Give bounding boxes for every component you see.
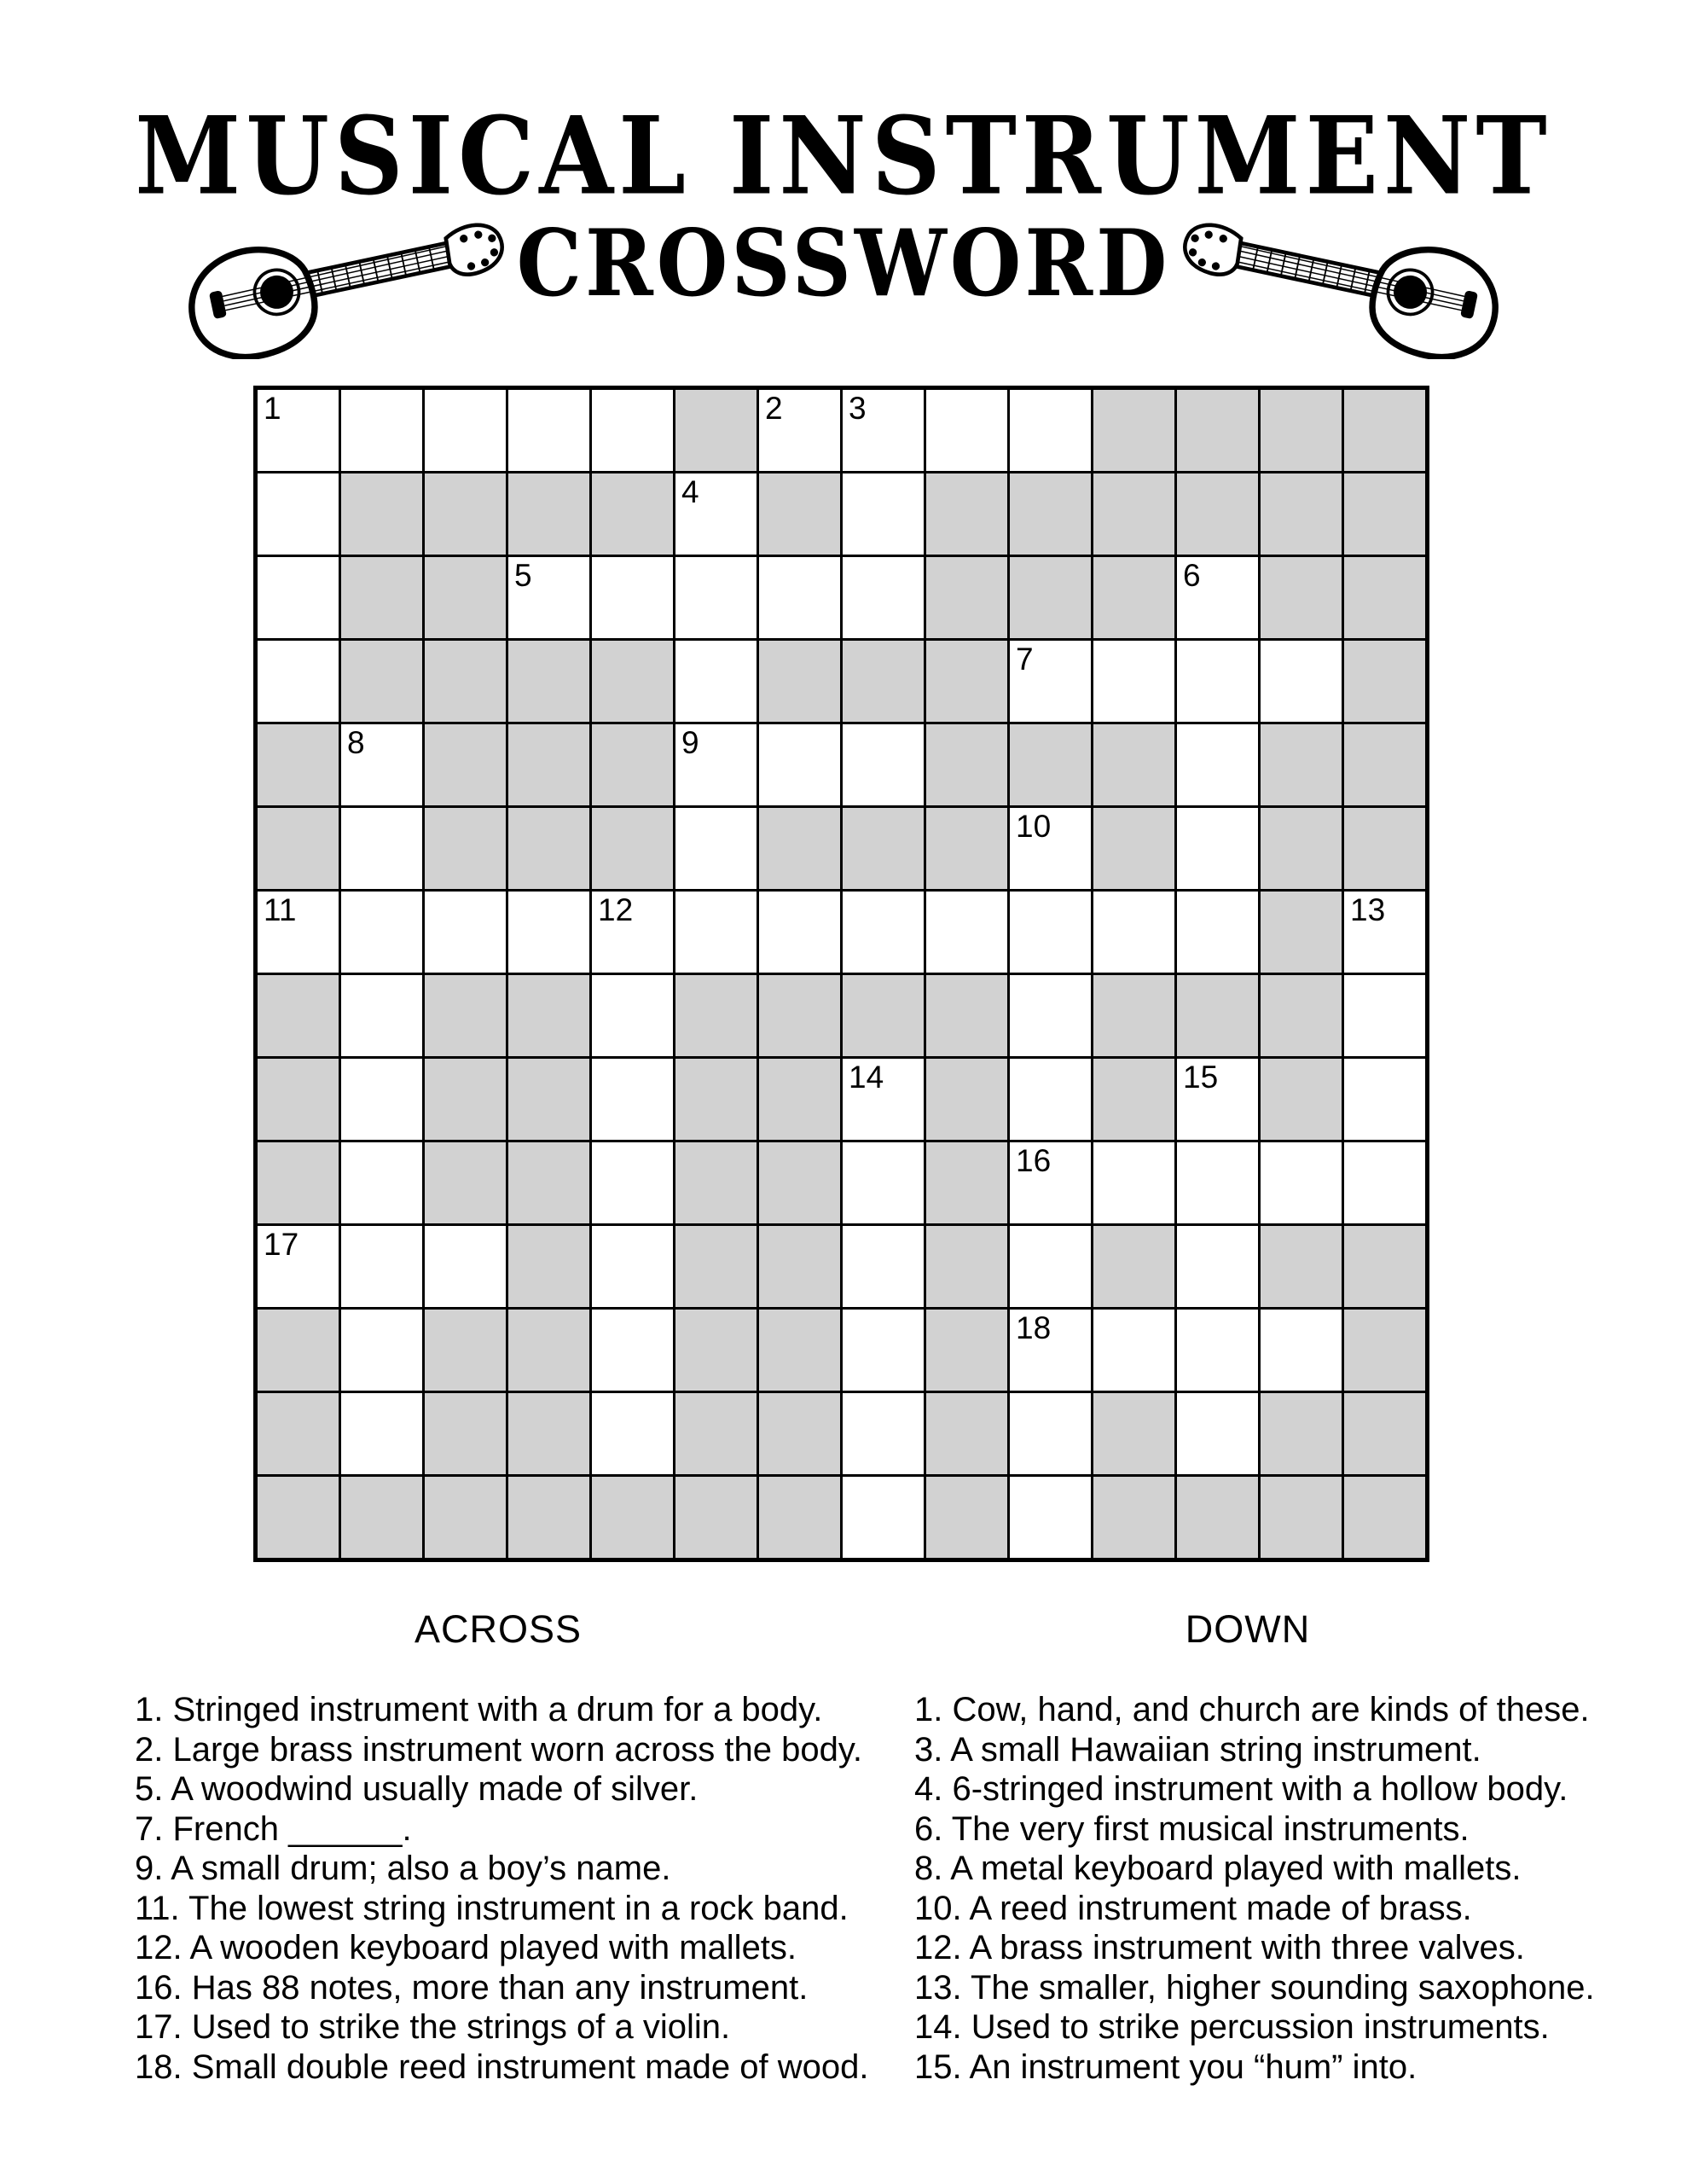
grid-cell-block: [1093, 557, 1174, 638]
grid-cell-block: [759, 1477, 840, 1558]
grid-cell-block: [759, 1310, 840, 1391]
grid-cell-block: [675, 1477, 757, 1558]
grid-cell[interactable]: [1344, 1142, 1425, 1223]
grid-cell-block: [1261, 808, 1342, 889]
across-clue-list: [135, 1690, 869, 2087]
grid-cell[interactable]: [759, 557, 840, 638]
grid-cell-block: [1261, 1059, 1342, 1140]
grid-cell[interactable]: [843, 1310, 924, 1391]
grid-cell-block: [341, 1477, 422, 1558]
cell-number: 8: [347, 725, 365, 760]
grid-cell-block: [508, 1477, 589, 1558]
grid-cell-block: [508, 1142, 589, 1223]
grid-cell[interactable]: [1093, 1310, 1174, 1391]
grid-cell-block: [1344, 808, 1425, 889]
grid-cell[interactable]: [341, 1310, 422, 1391]
grid-cell-block: [1344, 390, 1425, 471]
grid-cell[interactable]: [341, 1393, 422, 1474]
grid-cell-block: [1261, 724, 1342, 805]
grid-cell[interactable]: [1344, 892, 1425, 973]
across-clue-item: 12. A wooden keyboard played with mallets.: [135, 1929, 797, 1966]
cell-number: 13: [1350, 892, 1386, 927]
grid-cell-block: [759, 473, 840, 555]
grid-cell[interactable]: [1093, 1142, 1174, 1223]
grid-cell[interactable]: [1344, 975, 1425, 1056]
grid-cell[interactable]: [508, 557, 589, 638]
grid-cell[interactable]: [1177, 892, 1258, 973]
grid-cell[interactable]: [1010, 1059, 1091, 1140]
across-clue-item: 7. French ______.: [135, 1809, 412, 1848]
grid-cell-block: [1093, 1059, 1174, 1140]
grid-cell[interactable]: [843, 1059, 924, 1140]
grid-cell-block: [341, 641, 422, 722]
grid-cell[interactable]: [1010, 975, 1091, 1056]
grid-cell[interactable]: [675, 808, 757, 889]
grid-cell[interactable]: [258, 473, 339, 555]
grid-cell[interactable]: [341, 1059, 422, 1140]
cell-number: 12: [598, 892, 634, 927]
grid-cell[interactable]: [1261, 641, 1342, 722]
grid-cell[interactable]: [1344, 1059, 1425, 1140]
grid-cell-block: [1093, 1393, 1174, 1474]
cell-number: 15: [1183, 1060, 1219, 1095]
grid-cell[interactable]: [1010, 641, 1091, 722]
grid-cell-block: [1344, 1226, 1425, 1307]
down-clue-item: 8. A metal keyboard played with mallets.: [914, 1850, 1522, 1887]
down-clue-item: 1. Cow, hand, and church are kinds of these.: [914, 1691, 1590, 1728]
grid-cell-block: [425, 1059, 506, 1140]
cell-number: 10: [1016, 809, 1052, 844]
grid-cell-block: [759, 808, 840, 889]
down-clue-list: [914, 1690, 1595, 2087]
grid-cell[interactable]: [1010, 808, 1091, 889]
grid-cell[interactable]: [341, 808, 422, 889]
grid-cell[interactable]: [1093, 892, 1174, 973]
down-clue-item: 3. A small Hawaiian string instrument.: [914, 1730, 1481, 1769]
grid-cell[interactable]: [592, 1059, 673, 1140]
grid-cell-block: [258, 724, 339, 805]
grid-cell[interactable]: [592, 390, 673, 471]
grid-cell-block: [1261, 975, 1342, 1056]
grid-cell-block: [1010, 724, 1091, 805]
across-clue-item: 1. Stringed instrument with a drum for a body.: [135, 1691, 823, 1728]
grid-cell-block: [926, 557, 1007, 638]
grid-cell-block: [508, 808, 589, 889]
grid-cell[interactable]: [843, 1477, 924, 1558]
grid-cell-block: [508, 1059, 589, 1140]
cell-number: 17: [264, 1227, 299, 1262]
grid-cell-block: [1344, 1477, 1425, 1558]
grid-cell[interactable]: [843, 1142, 924, 1223]
grid-cell[interactable]: [1177, 641, 1258, 722]
grid-cell-block: [759, 1393, 840, 1474]
grid-cell-block: [425, 1142, 506, 1223]
cell-number: 1: [264, 391, 281, 426]
crossword-grid: [253, 386, 1429, 1562]
grid-cell-block: [508, 1310, 589, 1391]
grid-cell-block: [1177, 390, 1258, 471]
grid-cell[interactable]: [675, 557, 757, 638]
acoustic-guitar-icon: [1175, 193, 1508, 359]
cell-number: 7: [1016, 642, 1034, 677]
grid-cell-block: [1093, 724, 1174, 805]
grid-cell-block: [425, 1310, 506, 1391]
grid-cell-block: [1010, 557, 1091, 638]
grid-cell-block: [592, 641, 673, 722]
grid-cell-block: [675, 1142, 757, 1223]
across-clue-item: 18. Small double reed instrument made of wood.: [135, 2048, 869, 2086]
grid-cell[interactable]: [341, 1226, 422, 1307]
grid-cell[interactable]: [425, 390, 506, 471]
grid-cell[interactable]: [1010, 1477, 1091, 1558]
grid-cell-block: [1177, 1477, 1258, 1558]
grid-cell-block: [592, 724, 673, 805]
grid-cell[interactable]: [341, 724, 422, 805]
grid-cell[interactable]: [258, 390, 339, 471]
cell-number: 2: [765, 391, 783, 426]
grid-cell[interactable]: [675, 641, 757, 722]
grid-cell[interactable]: [675, 892, 757, 973]
grid-cell-block: [675, 390, 757, 471]
down-heading: DOWN: [1185, 1607, 1311, 1651]
grid-cell-block: [843, 808, 924, 889]
grid-cell[interactable]: [1177, 724, 1258, 805]
grid-cell[interactable]: [843, 473, 924, 555]
grid-cell[interactable]: [1177, 1393, 1258, 1474]
cell-number: 9: [681, 725, 699, 760]
grid-cell-block: [508, 473, 589, 555]
grid-cell-block: [425, 724, 506, 805]
grid-cell[interactable]: [1010, 1310, 1091, 1391]
grid-cell-block: [425, 975, 506, 1056]
grid-cell-block: [1344, 1310, 1425, 1391]
down-clue-item: 10. A reed instrument made of brass.: [914, 1889, 1472, 1927]
grid-cell-block: [843, 975, 924, 1056]
grid-cell[interactable]: [341, 1142, 422, 1223]
grid-cell-block: [926, 473, 1007, 555]
grid-cell[interactable]: [592, 557, 673, 638]
down-clue-item: 6. The very first musical instruments.: [914, 1809, 1470, 1848]
grid-cell-block: [1261, 892, 1342, 973]
across-clue-item: 16. Has 88 notes, more than any instrument.: [135, 1968, 809, 2007]
grid-cell-block: [1261, 473, 1342, 555]
grid-cell-block: [675, 1310, 757, 1391]
grid-cell-block: [1344, 473, 1425, 555]
grid-cell[interactable]: [1010, 390, 1091, 471]
grid-cell-block: [675, 975, 757, 1056]
grid-cell-block: [1093, 390, 1174, 471]
grid-cell-block: [258, 1477, 339, 1558]
grid-cell[interactable]: [425, 892, 506, 973]
grid-cell[interactable]: [341, 975, 422, 1056]
grid-cell[interactable]: [592, 1393, 673, 1474]
grid-cell-block: [759, 1059, 840, 1140]
grid-cell-block: [508, 975, 589, 1056]
grid-cell[interactable]: [341, 390, 422, 471]
grid-cell[interactable]: [675, 473, 757, 555]
grid-cell[interactable]: [843, 892, 924, 973]
grid-cell-block: [926, 1310, 1007, 1391]
grid-cell-block: [341, 473, 422, 555]
grid-cell-block: [1010, 473, 1091, 555]
grid-cell-block: [1261, 1477, 1342, 1558]
grid-cell[interactable]: [843, 390, 924, 471]
grid-cell[interactable]: [1177, 1226, 1258, 1307]
across-clue-item: 9. A small drum; also a boy’s name.: [135, 1850, 671, 1887]
grid-cell[interactable]: [258, 1226, 339, 1307]
cell-number: 11: [264, 892, 297, 927]
grid-cell-block: [926, 1142, 1007, 1223]
grid-cell-block: [759, 641, 840, 722]
grid-cell-block: [592, 1477, 673, 1558]
across-clue-item: 5. A woodwind usually made of silver.: [135, 1770, 699, 1808]
grid-cell-block: [258, 1142, 339, 1223]
down-clue-item: 4. 6-stringed instrument with a hollow body.: [914, 1770, 1568, 1808]
grid-cell-block: [258, 808, 339, 889]
grid-cell[interactable]: [258, 892, 339, 973]
grid-cell[interactable]: [592, 975, 673, 1056]
grid-cell[interactable]: [1010, 892, 1091, 973]
grid-cell-block: [926, 1059, 1007, 1140]
cell-number: 4: [681, 474, 699, 509]
grid-cell[interactable]: [592, 892, 673, 973]
cell-number: 5: [514, 558, 532, 593]
grid-cell[interactable]: [592, 1142, 673, 1223]
grid-cell[interactable]: [926, 892, 1007, 973]
grid-cell[interactable]: [759, 724, 840, 805]
across-clue-item: 17. Used to strike the strings of a violin.: [135, 2008, 731, 2046]
grid-cell-block: [1177, 473, 1258, 555]
across-clue-item: 2. Large brass instrument worn across the body.: [135, 1730, 863, 1769]
grid-cell-block: [258, 1393, 339, 1474]
grid-cell[interactable]: [341, 892, 422, 973]
grid-cell[interactable]: [1177, 1142, 1258, 1223]
grid-cell-block: [843, 641, 924, 722]
grid-cell[interactable]: [759, 390, 840, 471]
acoustic-guitar-icon: [179, 193, 512, 359]
across-clue-item: 11. The lowest string instrument in a rock band.: [135, 1889, 849, 1927]
grid-cell-block: [926, 975, 1007, 1056]
grid-cell[interactable]: [592, 1310, 673, 1391]
across-heading: ACROSS: [414, 1607, 583, 1651]
grid-cell[interactable]: [1010, 1393, 1091, 1474]
down-clue-item: 15. An instrument you “hum” into.: [914, 2048, 1417, 2086]
grid-cell-block: [926, 1393, 1007, 1474]
grid-cell-block: [1261, 1226, 1342, 1307]
grid-cell[interactable]: [592, 1226, 673, 1307]
grid-cell[interactable]: [1010, 1226, 1091, 1307]
title-line-2: CROSSWORD: [516, 209, 1171, 317]
grid-cell[interactable]: [1261, 1142, 1342, 1223]
grid-cell-block: [675, 1059, 757, 1140]
grid-cell-block: [926, 724, 1007, 805]
grid-cell[interactable]: [843, 1226, 924, 1307]
grid-cell[interactable]: [1177, 1059, 1258, 1140]
grid-cell[interactable]: [1177, 557, 1258, 638]
grid-cell-block: [759, 1226, 840, 1307]
grid-cell-block: [1344, 1393, 1425, 1474]
cell-number: 18: [1016, 1310, 1052, 1345]
grid-cell-block: [759, 975, 840, 1056]
cell-number: 6: [1183, 558, 1201, 593]
grid-cell-block: [425, 557, 506, 638]
grid-cell[interactable]: [425, 1226, 506, 1307]
down-clue-item: 12. A brass instrument with three valves.: [914, 1929, 1525, 1966]
grid-cell-block: [1344, 557, 1425, 638]
grid-cell-block: [675, 1226, 757, 1307]
grid-cell-block: [926, 641, 1007, 722]
grid-cell-block: [425, 1393, 506, 1474]
grid-cell[interactable]: [843, 1393, 924, 1474]
down-clue-item: 13. The smaller, higher sounding saxophone.: [914, 1968, 1595, 2007]
grid-cell-block: [425, 641, 506, 722]
grid-cell[interactable]: [258, 641, 339, 722]
grid-cell[interactable]: [926, 390, 1007, 471]
grid-cell-block: [675, 1393, 757, 1474]
grid-cell-block: [258, 975, 339, 1056]
grid-cell[interactable]: [759, 892, 840, 973]
grid-cell-block: [1261, 390, 1342, 471]
grid-cell-block: [1261, 557, 1342, 638]
grid-cell[interactable]: [843, 557, 924, 638]
grid-cell-block: [1093, 975, 1174, 1056]
grid-cell-block: [341, 557, 422, 638]
cell-number: 16: [1016, 1143, 1052, 1178]
grid-cell-block: [926, 1226, 1007, 1307]
grid-cell[interactable]: [1261, 1310, 1342, 1391]
grid-cell-block: [1344, 724, 1425, 805]
grid-cell-block: [258, 1310, 339, 1391]
grid-cell[interactable]: [1177, 808, 1258, 889]
grid-cell-block: [508, 1393, 589, 1474]
grid-cell-block: [1093, 473, 1174, 555]
grid-cell-block: [926, 808, 1007, 889]
down-clue-item: 14. Used to strike percussion instruments.: [914, 2008, 1550, 2046]
grid-cell[interactable]: [508, 390, 589, 471]
grid-cell-block: [1093, 1226, 1174, 1307]
grid-cell-block: [425, 808, 506, 889]
grid-cell-block: [425, 473, 506, 555]
grid-cell[interactable]: [1010, 1142, 1091, 1223]
grid-cell[interactable]: [1177, 1310, 1258, 1391]
grid-cell-block: [759, 1142, 840, 1223]
grid-cell-block: [1344, 641, 1425, 722]
grid-cell[interactable]: [843, 724, 924, 805]
grid-cell-block: [1093, 808, 1174, 889]
grid-cell[interactable]: [508, 892, 589, 973]
grid-cell[interactable]: [258, 557, 339, 638]
grid-cell-block: [592, 808, 673, 889]
grid-cell[interactable]: [675, 724, 757, 805]
grid-cell-block: [1261, 1393, 1342, 1474]
grid-cell-block: [425, 1477, 506, 1558]
grid-cell-block: [926, 1477, 1007, 1558]
grid-cell-block: [258, 1059, 339, 1140]
title-line-1: MUSICAL INSTRUMENT: [135, 94, 1552, 219]
grid-cell-block: [1177, 975, 1258, 1056]
cell-number: 3: [849, 391, 867, 426]
grid-cell-block: [1093, 1477, 1174, 1558]
grid-cell[interactable]: [1093, 641, 1174, 722]
grid-cell-block: [508, 641, 589, 722]
grid-cell-block: [508, 1226, 589, 1307]
cell-number: 14: [849, 1060, 884, 1095]
grid-cell-block: [508, 724, 589, 805]
grid-cell-block: [592, 473, 673, 555]
